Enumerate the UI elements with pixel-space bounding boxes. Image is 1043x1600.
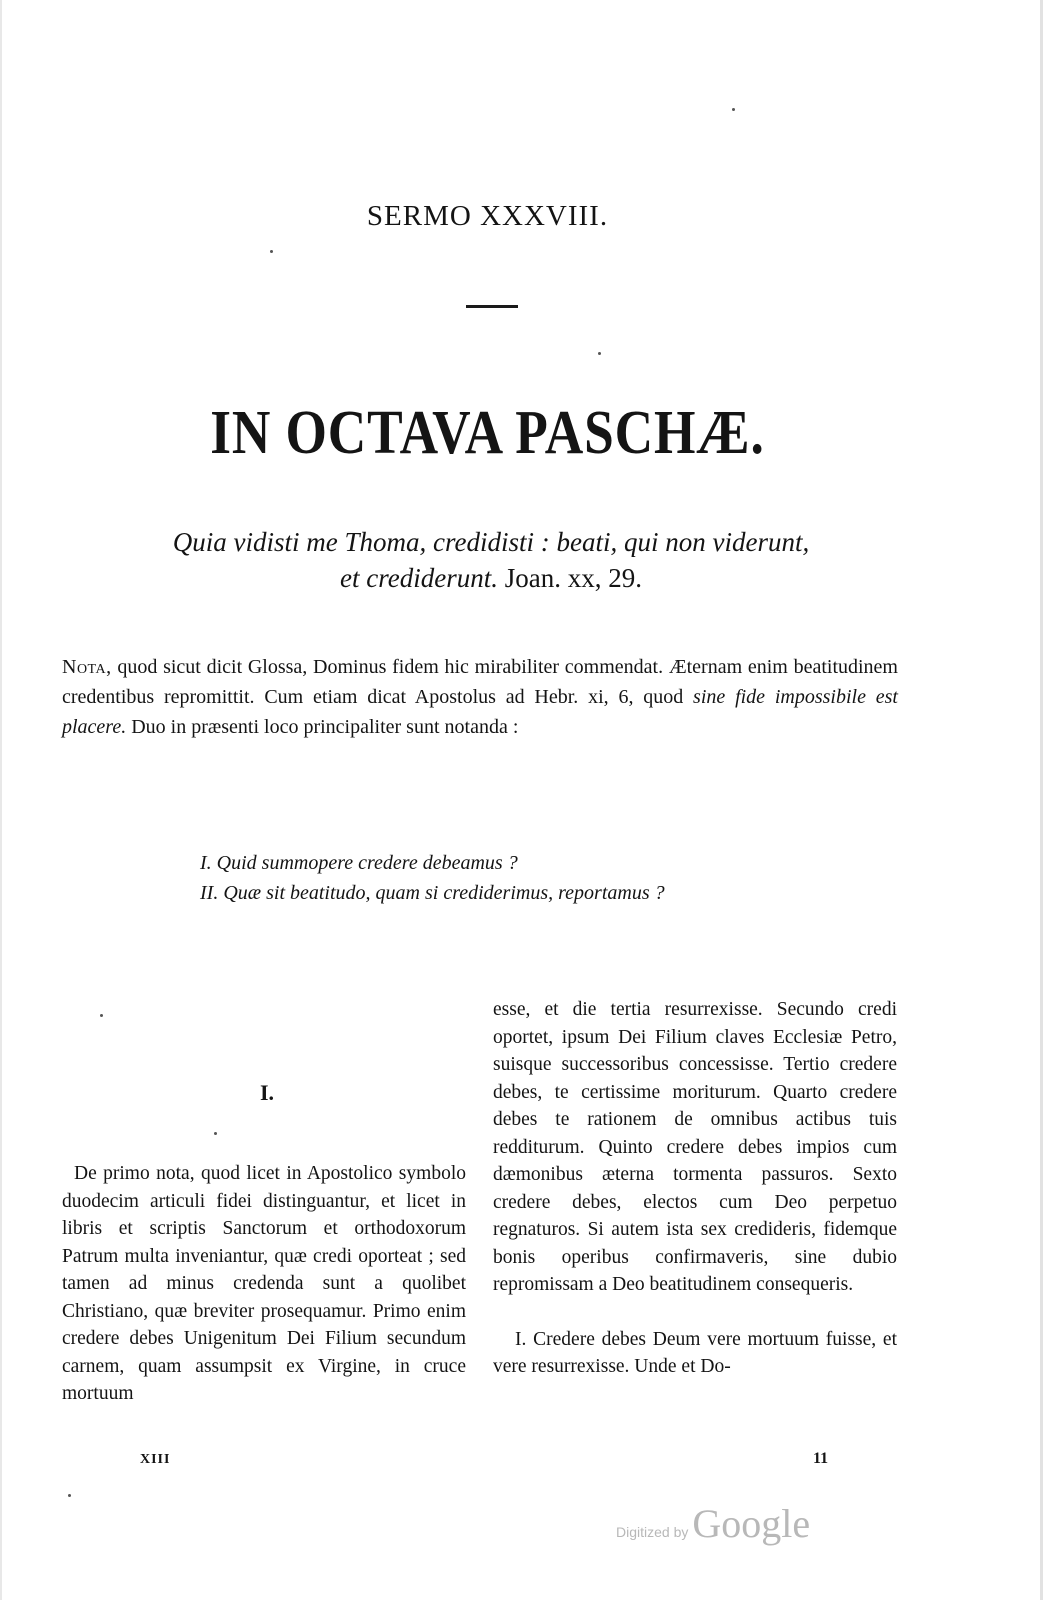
intro-italic-quote: sine fide impossibile est placere. (62, 686, 898, 738)
speck (68, 1494, 71, 1497)
page-edge-left (0, 0, 2, 1600)
watermark-prefix: Digitized by (616, 1524, 689, 1540)
title-divider (466, 305, 518, 308)
sermon-number: SERMO XXXVIII. (366, 200, 609, 232)
right-column (493, 996, 897, 1381)
right-column-paragraph-1: esse, et die tertia resurrexisse. Secundo credi oportet, ipsum Dei Filium claves Ecclesiæ Petro, suisque successoribus concessisse. Tertio credere debes, te certissime moriturum. Quarto credere debes te rationem de omnibus actibus tuis redditurum. Quinto credere debes impios cum dæmonibus æterna tormenta passuros. Sexto credere debes, electos cum Deo perpetuo regnaturos. Si autem ista sex credideris, fidemque bonis operibus confirmaveris, sine dubio repromissam a Deo beatitudinem consequeris. (493, 999, 897, 1295)
signature-mark-right: 11 (813, 1450, 829, 1467)
speck (270, 250, 273, 253)
left-column (62, 1160, 466, 1408)
epigraph-line-1: Quia vidisti me Thoma, credidisti : beati, qui non viderunt, (172, 527, 810, 557)
speck (100, 1014, 103, 1017)
question-1: I. Quid summopere credere debeamus ? (200, 852, 518, 874)
digitized-watermark (616, 1500, 810, 1547)
google-logo: Google (692, 1501, 811, 1546)
intro-lead-word: Nota, (62, 656, 112, 678)
page-title: IN OCTAVA PASCHÆ. (210, 399, 765, 467)
speck (732, 108, 735, 111)
question-2: II. Quæ sit beatitudo, quam si crediderimus, reportamus ? (200, 882, 665, 904)
questions-list (200, 848, 880, 908)
intro-paragraph (62, 652, 898, 742)
intro-text-2: Duo in præsenti loco principaliter sunt notanda : (126, 716, 519, 738)
right-column-paragraph-2: I. Credere debes Deum vere mortuum fuisse, et vere resurrexisse. Unde et Do- (493, 1328, 897, 1377)
epigraph-line-2: et crediderunt. (340, 563, 498, 593)
speck (598, 352, 601, 355)
epigraph (62, 524, 920, 596)
left-column-paragraph: De primo nota, quod licet in Apostolico symbolo duodecim articuli fidei distinguantur, et licet in libris et scriptis Sanctorum et orthodoxorum Patrum multa inveniantur, quæ credi oporteat ; sed tamen ad minus credenda sunt a quolibet Christiano, quæ breviter prosequamur. Primo enim credere debes Unigenitum Dei Filium secundum carnem, quam assumpsit ex Virgine, in cruce mortuum (62, 1163, 466, 1404)
section-heading: I. (259, 1080, 275, 1105)
speck (214, 1132, 217, 1135)
epigraph-reference: Joan. xx, 29. (497, 563, 642, 593)
signature-mark-left: XIII (140, 1452, 171, 1467)
intro-text-1: quod sicut dicit Glossa, Dominus fidem hic mirabiliter commendat. Æternam enim beatitudinem credentibus repromittit. Cum etiam dicat Apostolus ad Hebr. xi, 6, quod (62, 656, 898, 708)
